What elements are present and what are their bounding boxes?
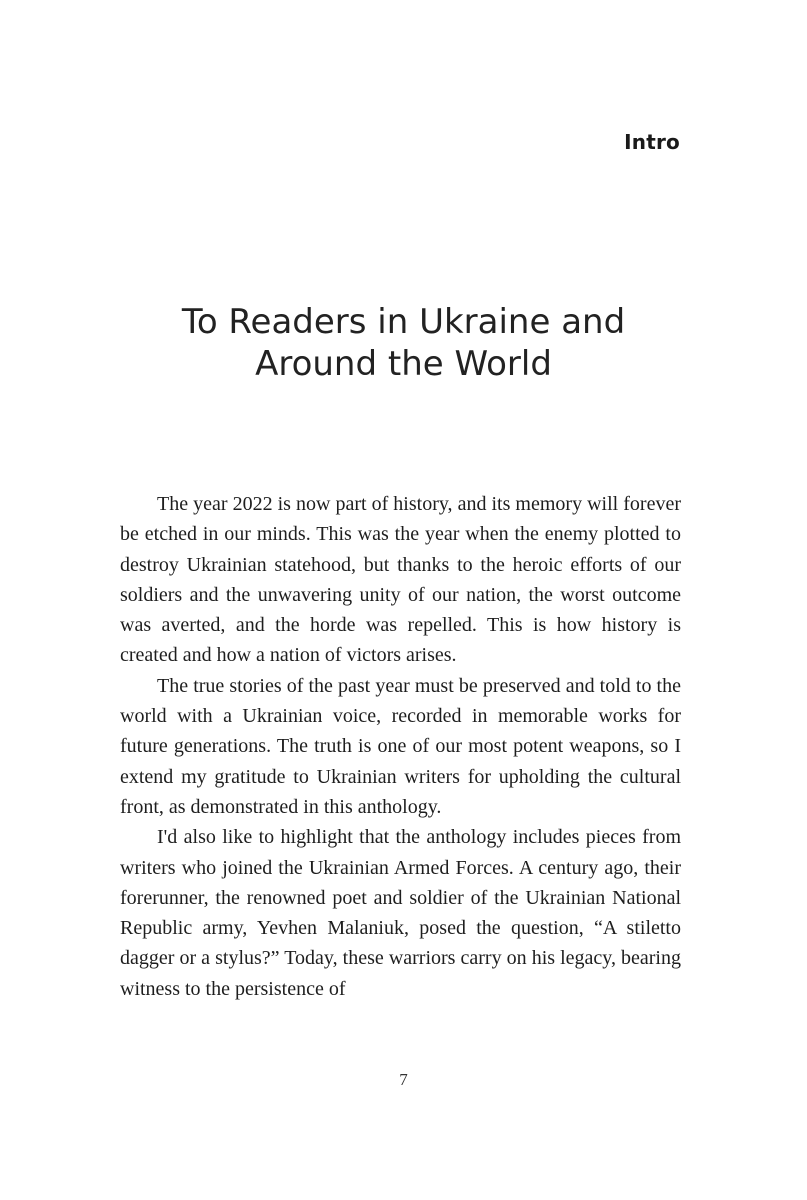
chapter-title-line-2: Around the World [255, 344, 552, 384]
paragraph-3: I'd also like to highlight that the anthology includes pieces from writers who joined the Ukrainian Armed Forces. A century ago, their forerunner, the renowned poet and soldier of the Ukrainian National Republic army, Yevhen Malaniuk, posed the question, “A stiletto dagger or a stylus?” Today, these warriors carry on his legacy, bearing witness to the persistence of [120, 826, 681, 1000]
paragraph-1: The year 2022 is now part of history, and its memory will forever be etched in our minds. This was the year when the enemy plotted to destroy Ukrainian statehood, but thanks to the heroic efforts of our soldiers and the unwavering unity of our nation, the worst outcome was averted, and the horde was repelled. This is how history is created and how a nation of victors arises. [120, 493, 681, 667]
chapter-title [0, 301, 807, 385]
page-number: 7 [399, 1070, 408, 1089]
chapter-title-line-1: To Readers in Ukraine and [181, 302, 626, 342]
section-label: Intro [624, 130, 680, 154]
body-text [120, 489, 681, 1004]
paragraph-2: The true stories of the past year must be preserved and told to the world with a Ukrainian voice, recorded in memorable works for future generations. The truth is one of our most potent weapons, so I extend my gratitude to Ukrainian writers for upholding the cultural front, as demonstrated in this anthology. [120, 674, 681, 818]
